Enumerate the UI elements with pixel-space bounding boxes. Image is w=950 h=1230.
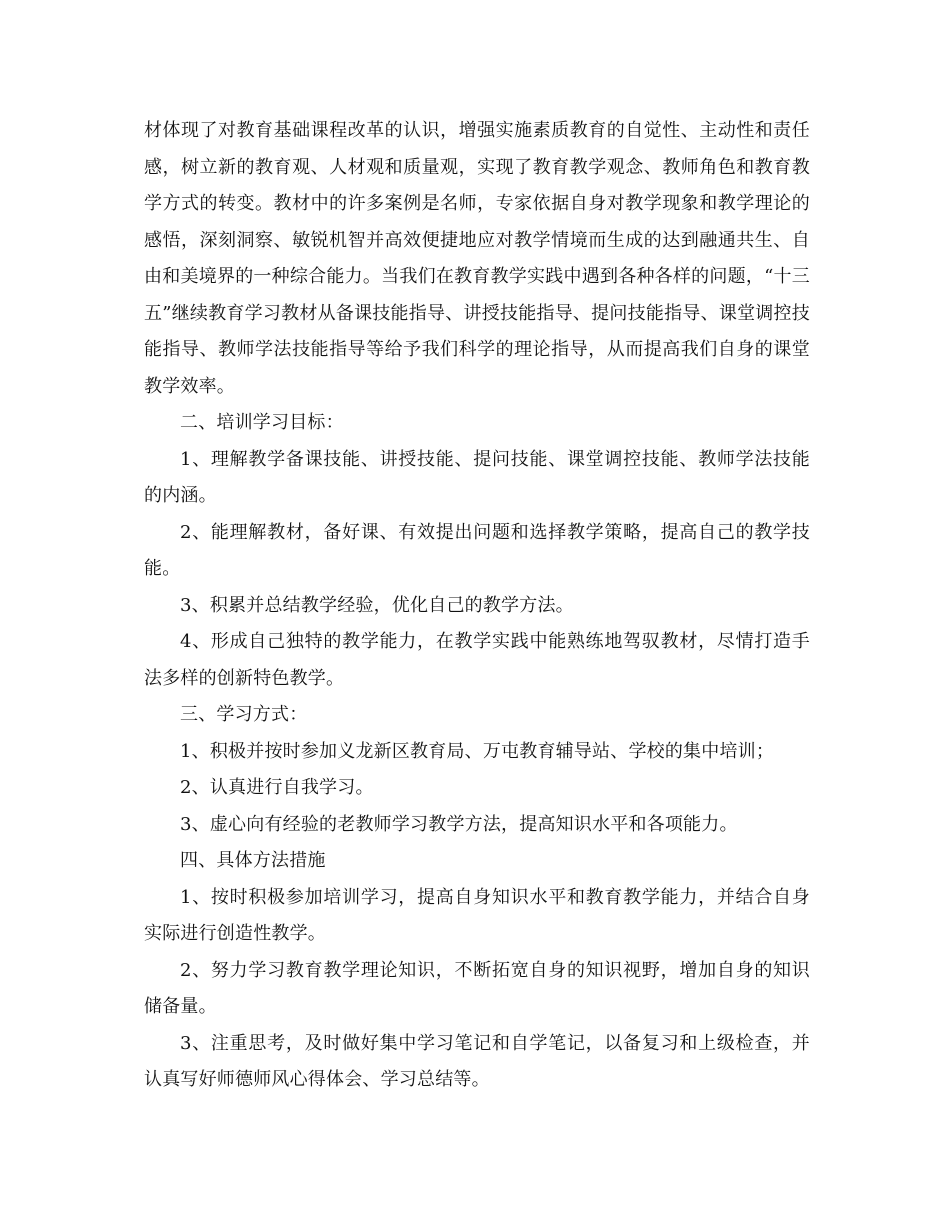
section-heading-training-goals: 二、培训学习目标： — [180, 412, 344, 433]
section-heading-measures: 四、具体方法措施 — [180, 850, 326, 871]
measure-item-2: 2、努力学习教育教学理论知识，不断拓宽自身的知识视野，增加自身的知识储备量。 — [144, 959, 810, 1017]
goal-item-3: 3、积累并总结教学经验，优化自己的教学方法。 — [180, 594, 574, 616]
method-item-3: 3、虚心向有经验的老教师学习教学方法，提高知识水平和各项能力。 — [180, 813, 738, 835]
document-body — [144, 113, 810, 1099]
goal-item-1: 1、理解教学备课技能、讲授技能、提问技能、课堂调控技能、教师学法技能的内涵。 — [144, 448, 810, 506]
goal-item-2: 2、能理解教材，备好课、有效提出问题和选择教学策略，提高自己的教学技能。 — [144, 521, 810, 579]
method-item-1: 1、积极并按时参加义龙新区教育局、万屯教育辅导站、学校的集中培训； — [180, 740, 775, 762]
paragraph-intro-continuation: 材体现了对教育基础课程改革的认识，增强实施素质教育的自觉性、主动性和责任感，树立新的教育观、人材观和质量观，实现了教育教学观念、教师角色和教育教学方式的转变。教材中的许多案例是名师，专家依据自身对教学现象和教学理论的感悟，深刻洞察、敏锐机智并高效便捷地应对教学情境而生成的达到融通共生、自由和美境界的一种综合能力。当我们在教育教学实践中遇到各种各样的问题，“十三五”继续教育学习教材从备课技能指导、讲授技能指导、提问技能指导、课堂调控技能指导、教师学法技能指导等给予我们科学的理论指导，从而提高我们自身的课堂教学效率。 — [144, 120, 810, 397]
measure-item-1: 1、按时积极参加培训学习，提高自身知识水平和教育教学能力，并结合自身实际进行创造性教学。 — [144, 886, 810, 944]
goal-item-4: 4、形成自己独特的教学能力，在教学实践中能熟练地驾驭教材，尽情打造手法多样的创新特色教学。 — [144, 631, 810, 689]
measure-item-3: 3、注重思考，及时做好集中学习笔记和自学笔记，以备复习和上级检查，并认真写好师德师风心得体会、学习总结等。 — [144, 1032, 810, 1090]
section-heading-learning-methods: 三、学习方式： — [180, 704, 308, 725]
method-item-2: 2、认真进行自我学习。 — [180, 777, 374, 798]
